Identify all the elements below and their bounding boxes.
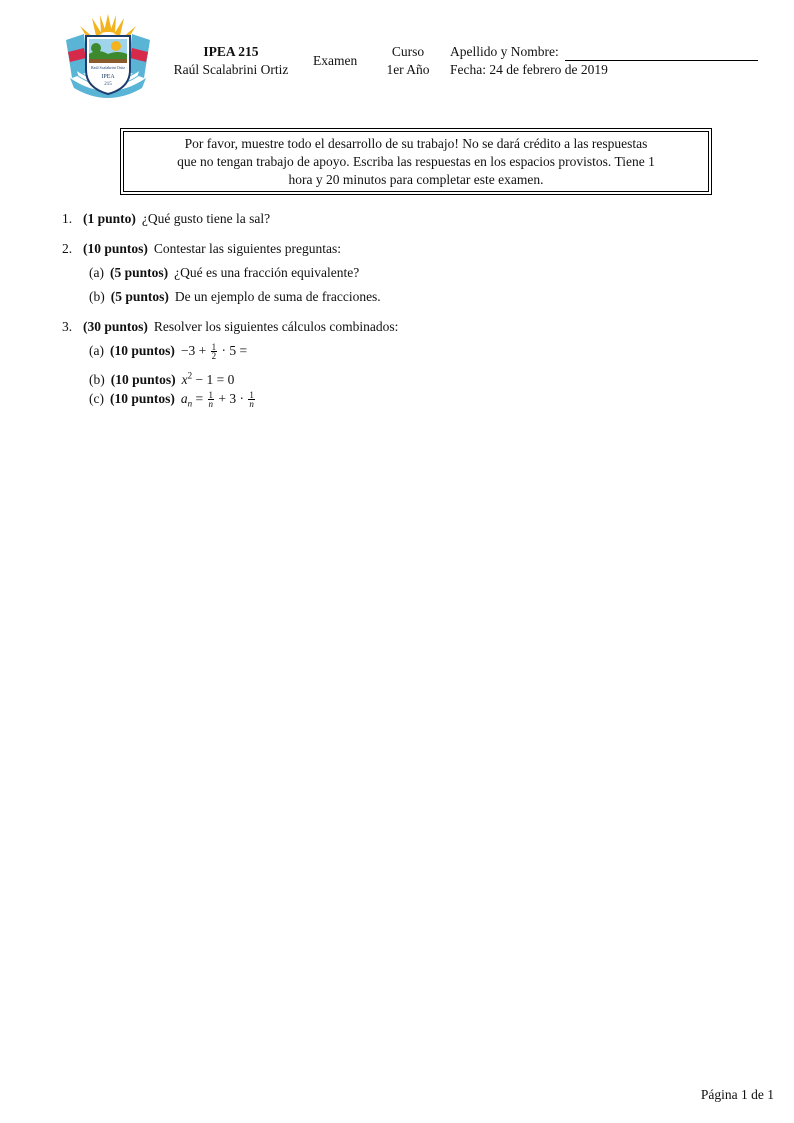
- question-2: [62, 240, 341, 258]
- school-crest-logo: [62, 12, 154, 104]
- fraction-denominator: 2: [211, 351, 217, 362]
- expr-subscript: n: [187, 398, 193, 409]
- expr-exponent: 2: [187, 370, 193, 380]
- name-blank-line[interactable]: [565, 46, 758, 61]
- question-text: Contestar las siguientes preguntas:: [153, 241, 341, 256]
- school-info: [160, 43, 302, 79]
- question-number: 1.: [62, 211, 73, 226]
- fraction: [211, 343, 218, 360]
- question-points: (10 puntos): [83, 241, 148, 256]
- part-label: (a): [89, 265, 104, 280]
- part-points: (10 puntos): [110, 371, 176, 387]
- fraction-numerator: 1: [249, 390, 254, 401]
- school-code: IPEA 215: [203, 44, 259, 59]
- math-expression: [180, 390, 256, 410]
- course-label: Curso: [391, 44, 425, 59]
- question-3: [62, 318, 398, 336]
- school-name: Raúl Scalabrini Ortiz: [173, 62, 289, 77]
- date-value: 24 de febrero de 2019: [489, 62, 608, 77]
- course-value: 1er Año: [386, 62, 430, 77]
- fraction: [208, 391, 215, 408]
- question-number: 2.: [62, 241, 73, 256]
- expr-pre: −3 +: [180, 343, 210, 358]
- question-3a: [89, 342, 247, 360]
- question-points: (1 punto): [83, 211, 136, 226]
- question-2a: [89, 264, 359, 282]
- question-1: [62, 210, 270, 228]
- question-number: 3.: [62, 319, 73, 334]
- question-text: Resolver los siguientes cálculos combinados:: [153, 319, 399, 334]
- logo-school-name: Raúl Scalabrini Ortiz: [91, 65, 125, 70]
- part-label: (b): [89, 371, 105, 387]
- part-points: (5 puntos): [109, 265, 169, 280]
- part-label: (a): [89, 343, 104, 358]
- instructions-line-2: que no tengan trabajo de apoyo. Escriba las respuestas en los espacios provistos. Tiene 1: [177, 154, 655, 169]
- expr-variable: x: [181, 371, 188, 387]
- course-info: [378, 43, 438, 79]
- expr-post: − 1 = 0: [192, 371, 235, 387]
- part-text: ¿Qué es una fracción equivalente?: [174, 265, 360, 280]
- part-text: De un ejemplo de suma de fracciones.: [174, 289, 381, 304]
- part-label: (c): [89, 391, 104, 406]
- instructions-inner: [123, 131, 709, 192]
- expr-lhs: a: [180, 391, 188, 406]
- fraction: [248, 391, 255, 408]
- page-number: Página 1 de 1: [700, 1087, 774, 1102]
- student-info: [450, 43, 758, 79]
- question-text: ¿Qué gusto tiene la sal?: [141, 211, 271, 226]
- expr-mid: + 3 ·: [215, 391, 248, 406]
- question-points: (30 puntos): [83, 319, 148, 334]
- instructions-box: [120, 128, 712, 195]
- part-points: (10 puntos): [109, 391, 175, 406]
- question-3c: [89, 390, 256, 413]
- math-expression: [180, 342, 248, 362]
- logo-ipea: IPEA: [101, 74, 115, 80]
- document-type: Examen: [313, 53, 358, 68]
- expr-post: · 5 =: [218, 343, 248, 358]
- fraction-numerator: 1: [208, 390, 213, 401]
- question-2b: [89, 288, 381, 306]
- fraction-denominator: n: [249, 399, 254, 410]
- date-label: Fecha:: [450, 62, 486, 77]
- question-3b: [89, 366, 234, 389]
- instructions-line-1: Por favor, muestre todo el desarrollo de su trabajo! No se dará crédito a las respuestas: [184, 136, 648, 151]
- fraction-denominator: n: [208, 399, 213, 410]
- instructions-line-3: hora y 20 minutos para completar este examen.: [288, 172, 544, 187]
- part-points: (5 puntos): [110, 289, 169, 304]
- part-label: (b): [89, 289, 105, 304]
- fraction-numerator: 1: [211, 342, 217, 353]
- name-row: [450, 43, 758, 61]
- expr-equals: =: [192, 391, 207, 406]
- math-expression: [182, 372, 235, 387]
- logo-number: 215: [104, 82, 112, 87]
- part-points: (10 puntos): [109, 343, 175, 358]
- name-label: Apellido y Nombre:: [450, 44, 559, 59]
- date-row: [450, 61, 758, 79]
